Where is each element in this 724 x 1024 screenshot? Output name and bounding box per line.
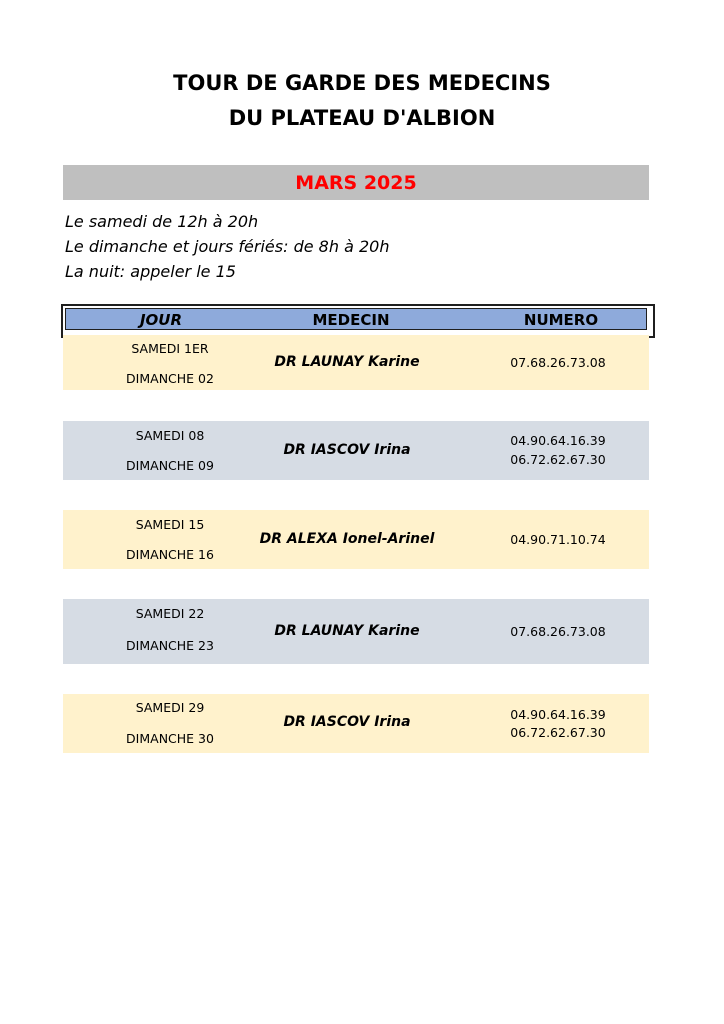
phone-number: 04.90.71.10.74	[510, 532, 606, 547]
day-sunday: DIMANCHE 16	[126, 547, 214, 562]
info-night-call: La nuit: appeler le 15	[65, 262, 236, 281]
table-row	[63, 421, 649, 480]
day-sunday: DIMANCHE 02	[126, 371, 214, 386]
phone-number-secondary: 06.72.62.67.30	[510, 452, 606, 467]
doctor-name: DR LAUNAY Karine	[274, 354, 420, 370]
header-numero: NUMERO	[523, 311, 599, 329]
phone-number: 04.90.64.16.39	[510, 707, 606, 722]
day-sunday: DIMANCHE 30	[126, 731, 214, 746]
month-banner: MARS 2025	[63, 165, 649, 200]
table-row	[63, 335, 649, 390]
header-medecin: MEDECIN	[312, 311, 390, 329]
day-saturday: SAMEDI 08	[135, 428, 205, 443]
day-saturday: SAMEDI 22	[135, 606, 205, 621]
table-header	[61, 304, 655, 338]
header-jour: JOUR	[139, 311, 183, 329]
phone-number-secondary: 06.72.62.67.30	[510, 725, 606, 740]
table-row	[63, 599, 649, 664]
page-title-line-1: TOUR DE GARDE DES MEDECINS	[173, 71, 551, 95]
doctor-name: DR IASCOV Irina	[283, 714, 411, 730]
day-sunday: DIMANCHE 09	[126, 458, 214, 473]
page-title-line-2: DU PLATEAU D'ALBION	[228, 106, 496, 130]
table-row	[63, 510, 649, 569]
table-header-bar	[65, 308, 647, 330]
table-row	[63, 694, 649, 753]
phone-number: 07.68.26.73.08	[510, 624, 606, 639]
day-saturday: SAMEDI 15	[135, 517, 205, 532]
day-saturday: SAMEDI 1ER	[131, 341, 209, 356]
phone-number: 04.90.64.16.39	[510, 433, 606, 448]
doctor-name: DR ALEXA Ionel-Arinel	[259, 531, 435, 547]
phone-number: 07.68.26.73.08	[510, 355, 606, 370]
info-saturday-hours: Le samedi de 12h à 20h	[65, 212, 259, 231]
doctor-name: DR IASCOV Irina	[283, 442, 411, 458]
day-saturday: SAMEDI 29	[135, 700, 205, 715]
day-sunday: DIMANCHE 23	[126, 638, 214, 653]
doctor-name: DR LAUNAY Karine	[274, 623, 420, 639]
info-sunday-hours: Le dimanche et jours fériés: de 8h à 20h	[65, 237, 390, 256]
